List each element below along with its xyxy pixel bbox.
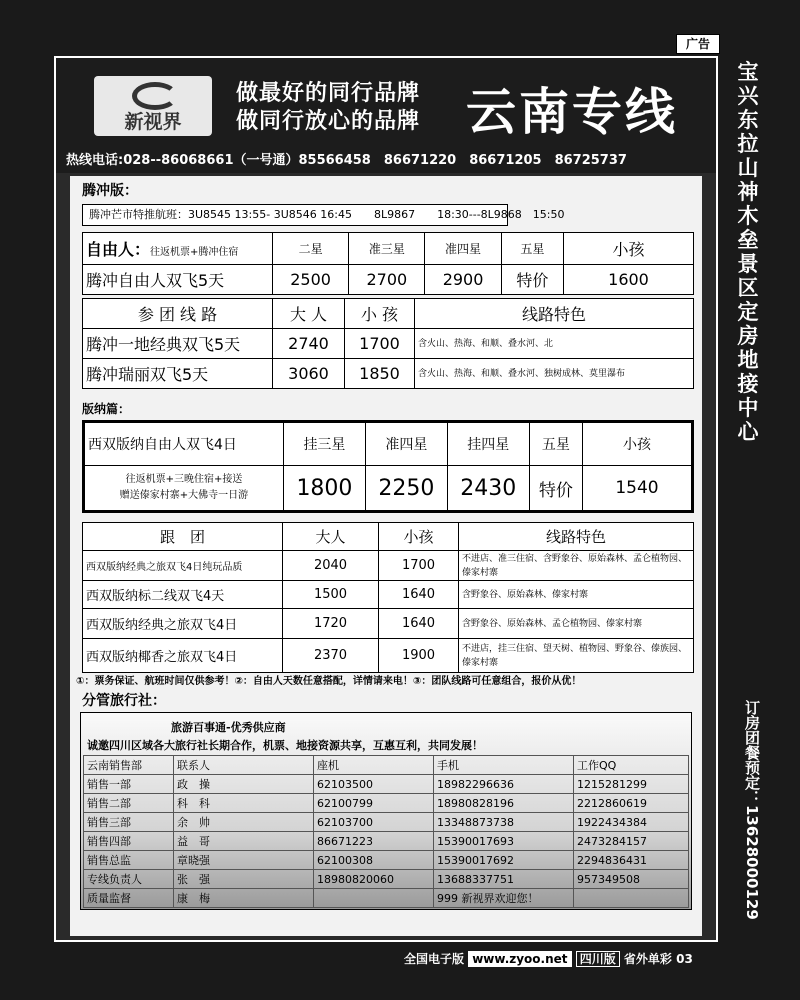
cell: 康 梅 [174, 889, 314, 908]
tengchong-label: 腾冲版： [82, 183, 138, 199]
features-header: 线路特色 [415, 299, 694, 329]
cell: 专线负责人 [84, 870, 174, 889]
table-row [83, 329, 694, 359]
col-qq: 工作QQ [574, 756, 689, 775]
footer-label: 全国电子版 [404, 952, 465, 966]
adult-price: 1500 [283, 581, 379, 609]
slogan-1: 做最好的同行品牌 [236, 81, 421, 106]
col-4star-quasi: 准四星 [365, 422, 447, 466]
col-mobile: 手机 [434, 756, 574, 775]
hotline: 热线电话:028--86068661（一号通）85566458 86671220 86671205 86725737 [66, 153, 627, 168]
notes: ①：票务保证、航班时间仅供参考！②：自由人天数任意搭配，详情请来电！③：团队线路可任意组合，报价从优！ [76, 676, 582, 687]
table-row [84, 870, 689, 889]
col-contact: 联系人 [174, 756, 314, 775]
table-row [83, 581, 694, 609]
price-4star: 2900 [425, 265, 501, 295]
route-features: 含火山、热海、和顺、叠水河、独树成林、莫里瀑布 [415, 359, 694, 389]
cell: 62100799 [314, 794, 434, 813]
tengchong-tour-table [82, 298, 694, 389]
cell: 销售三部 [84, 813, 174, 832]
includes-1: 往返机票+三晚住宿+接送 [125, 474, 243, 485]
flight-info: 腾冲芒市特推航班：3U8545 13:55- 3U8546 16:45 8L9867 18:30---8L9868 15:50 [82, 204, 508, 226]
col-3star: 挂三星 [284, 422, 366, 466]
price-3star: 1800 [284, 466, 366, 512]
cell: 销售一部 [84, 775, 174, 794]
col-5star: 五星 [529, 422, 582, 466]
adult-header: 大人 [283, 523, 379, 551]
adult-price: 2740 [273, 329, 345, 359]
footer-section: 省外单彩 [623, 952, 672, 966]
col-landline: 座机 [314, 756, 434, 775]
cell: 13688337751 [434, 870, 574, 889]
agency-line-2: 诚邀四川区域各大旅行社长期合作，机票、地接资源共享，互惠互利，共同发展！ [87, 739, 483, 752]
adult-price: 2370 [283, 639, 379, 673]
features-header: 线路特色 [459, 523, 694, 551]
child-price: 1900 [379, 639, 459, 673]
free-route-name: 西双版纳自由人双飞4日 [84, 422, 284, 466]
adult-price: 2040 [283, 551, 379, 581]
col-child: 小孩 [564, 233, 694, 265]
col-dept: 云南销售部 [84, 756, 174, 775]
free-label: 自由人： [86, 240, 151, 259]
cell: 2212860619 [574, 794, 689, 813]
child-price: 1640 [379, 581, 459, 609]
cell: 余 帅 [174, 813, 314, 832]
ad-frame [54, 56, 718, 942]
cell: 2294836431 [574, 851, 689, 870]
agency-panel [80, 712, 692, 910]
adult-price: 3060 [273, 359, 345, 389]
child-header: 小 孩 [345, 299, 415, 329]
col-5star: 五星 [501, 233, 563, 265]
route-name: 西双版纳标二线双飞4天 [83, 581, 283, 609]
cell: 18980828196 [434, 794, 574, 813]
route-name: 西双版纳经典之旅双飞4日纯玩品质 [83, 551, 283, 581]
tour-header: 参 团 线 路 [83, 299, 273, 329]
child-price: 1850 [345, 359, 415, 389]
table-row [83, 551, 694, 581]
cell: 18980820060 [314, 870, 434, 889]
col-4star: 挂四星 [447, 422, 529, 466]
page-title: 云南专线 [466, 83, 678, 141]
route-name: 西双版纳椰香之旅双飞4日 [83, 639, 283, 673]
table-row [83, 359, 694, 389]
cell: 62103700 [314, 813, 434, 832]
cell: 86671223 [314, 832, 434, 851]
cell: 益 哥 [174, 832, 314, 851]
col-2star: 二星 [273, 233, 349, 265]
price-3star: 2700 [349, 265, 425, 295]
free-route-name: 腾冲自由人双飞5天 [83, 265, 273, 295]
cell: 质量监督 [84, 889, 174, 908]
col-4star: 准四星 [425, 233, 501, 265]
price-4star-quasi: 2250 [365, 466, 447, 512]
adult-header: 大 人 [273, 299, 345, 329]
header [56, 58, 716, 173]
page-number: 03 [676, 952, 693, 966]
cell [574, 889, 689, 908]
agency-label: 分管旅行社： [82, 693, 166, 709]
tour-header: 跟 团 [83, 523, 283, 551]
col-child: 小孩 [583, 422, 693, 466]
route-features: 含野象谷、原始森林、傣家村寨 [459, 581, 694, 609]
cell: 2473284157 [574, 832, 689, 851]
cell: 1215281299 [574, 775, 689, 794]
cell [314, 889, 434, 908]
table-row [84, 889, 689, 908]
price-5star: 特价 [501, 265, 563, 295]
tengchong-free-table [82, 232, 694, 295]
side-contact: 订房团餐预定：13628000129 [743, 700, 761, 920]
side-title: 宝兴东拉山神木垒景区定房地接中心 [737, 60, 759, 444]
agency-line-1: 旅游百事通-优秀供应商 [171, 721, 286, 734]
xishuang-free-table [82, 420, 694, 513]
table-row [84, 794, 689, 813]
ad-tag: 广告 [676, 34, 720, 54]
route-features: 不进店，挂三住宿、望天树、植物园、野象谷、傣族园、傣家村寨 [459, 639, 694, 673]
cell: 政 操 [174, 775, 314, 794]
table-row [84, 832, 689, 851]
logo [94, 76, 212, 136]
slogan-2: 做同行放心的品牌 [236, 109, 421, 134]
route-name: 腾冲瑞丽双飞5天 [83, 359, 273, 389]
table-row [84, 775, 689, 794]
cell: 62103500 [314, 775, 434, 794]
route-features: 含火山、热海、和顺、叠水河、北 [415, 329, 694, 359]
child-header: 小孩 [379, 523, 459, 551]
price-5star: 特价 [529, 466, 582, 512]
price-child: 1540 [583, 466, 693, 512]
cell: 销售四部 [84, 832, 174, 851]
table-row [84, 851, 689, 870]
free-note: 往返机票+腾冲住宿 [150, 247, 239, 258]
cell: 科 科 [174, 794, 314, 813]
cell: 62100308 [314, 851, 434, 870]
col-3star: 准三星 [349, 233, 425, 265]
cell: 销售总监 [84, 851, 174, 870]
xishuang-label: 版纳篇： [82, 402, 131, 416]
xishuang-tour-table [82, 522, 694, 673]
route-features: 含野象谷、原始森林、孟仑植物园、傣家村寨 [459, 609, 694, 639]
logo-swirl-icon [132, 82, 178, 110]
table-row [83, 609, 694, 639]
child-price: 1640 [379, 609, 459, 639]
cell: 1922434384 [574, 813, 689, 832]
child-price: 1700 [379, 551, 459, 581]
cell: 销售二部 [84, 794, 174, 813]
cell: 张 强 [174, 870, 314, 889]
child-price: 1700 [345, 329, 415, 359]
price-child: 1600 [564, 265, 694, 295]
footer-url[interactable]: www.zyoo.net [468, 951, 571, 967]
route-features: 不进店、准三住宿、含野象谷、原始森林、孟仑植物园、傣家村寨 [459, 551, 694, 581]
adult-price: 1720 [283, 609, 379, 639]
price-4star: 2430 [447, 466, 529, 512]
table-row [83, 639, 694, 673]
route-name: 腾冲一地经典双飞5天 [83, 329, 273, 359]
logo-name: 新视界 [124, 111, 182, 133]
cell: 957349508 [574, 870, 689, 889]
route-name: 西双版纳经典之旅双飞4日 [83, 609, 283, 639]
table-row [84, 813, 689, 832]
cell: 章晓强 [174, 851, 314, 870]
cell: 999 新视界欢迎您！ [434, 889, 574, 908]
footer [404, 950, 693, 967]
cell: 15390017693 [434, 832, 574, 851]
footer-region: 四川版 [576, 951, 620, 967]
cell: 13348873738 [434, 813, 574, 832]
agency-table [83, 755, 689, 908]
price-2star: 2500 [273, 265, 349, 295]
includes-2: 赠送傣家村寨+大佛寺一日游 [119, 490, 249, 501]
cell: 18982296636 [434, 775, 574, 794]
cell: 15390017692 [434, 851, 574, 870]
content [70, 176, 702, 936]
